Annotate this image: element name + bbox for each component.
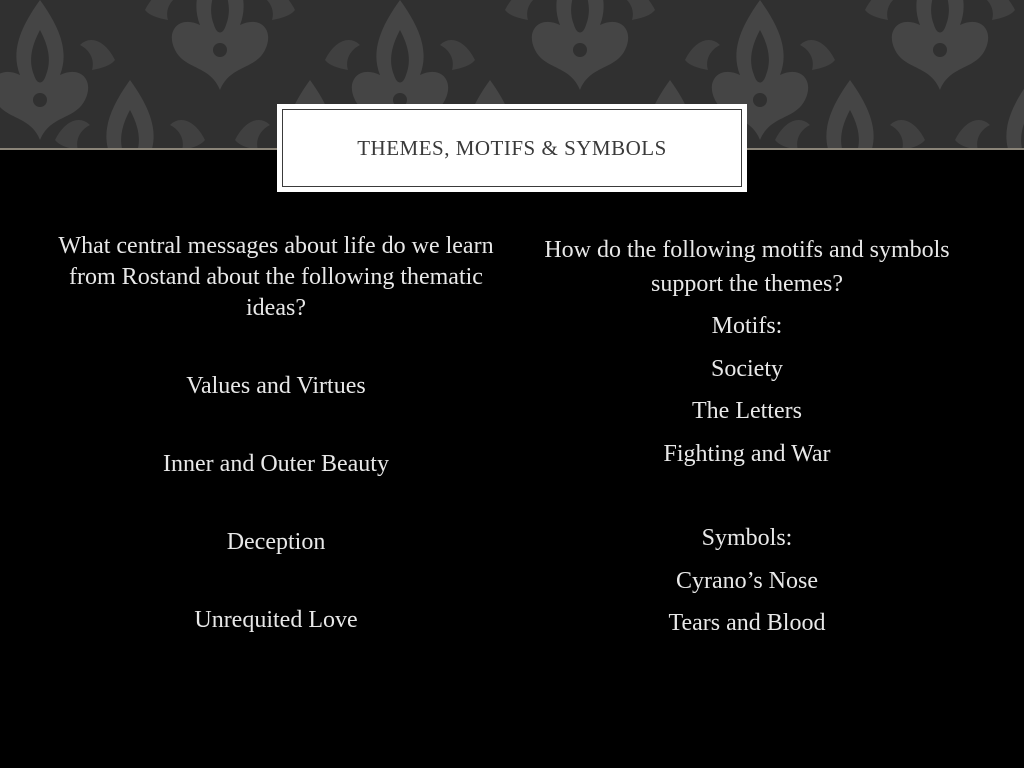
motif-item: Fighting and War	[663, 440, 831, 467]
right-column	[530, 233, 964, 649]
left-question: What central messages about life do we learn from Rostand about the following thematic ideas?	[58, 233, 494, 321]
motif-item: Society	[711, 355, 783, 382]
symbols-heading: Symbols:	[701, 525, 793, 551]
spacer	[530, 479, 964, 521]
title-frame	[282, 109, 742, 187]
slide-title: THEMES, MOTIFS & SYMBOLS	[357, 135, 667, 160]
symbol-item: Tears and Blood	[668, 610, 826, 636]
title-box	[277, 104, 747, 192]
symbol-item: Cyrano’s Nose	[676, 567, 818, 594]
motifs-heading: Motifs:	[711, 313, 783, 339]
motif-item: The Letters	[692, 398, 802, 424]
right-question: How do the following motifs and symbols support the themes?	[544, 237, 950, 297]
theme-item: Unrequited Love	[194, 607, 358, 633]
theme-item: Inner and Outer Beauty	[163, 451, 389, 477]
left-column	[52, 231, 500, 636]
theme-item: Values and Virtues	[186, 373, 366, 399]
theme-item: Deception	[226, 529, 326, 555]
